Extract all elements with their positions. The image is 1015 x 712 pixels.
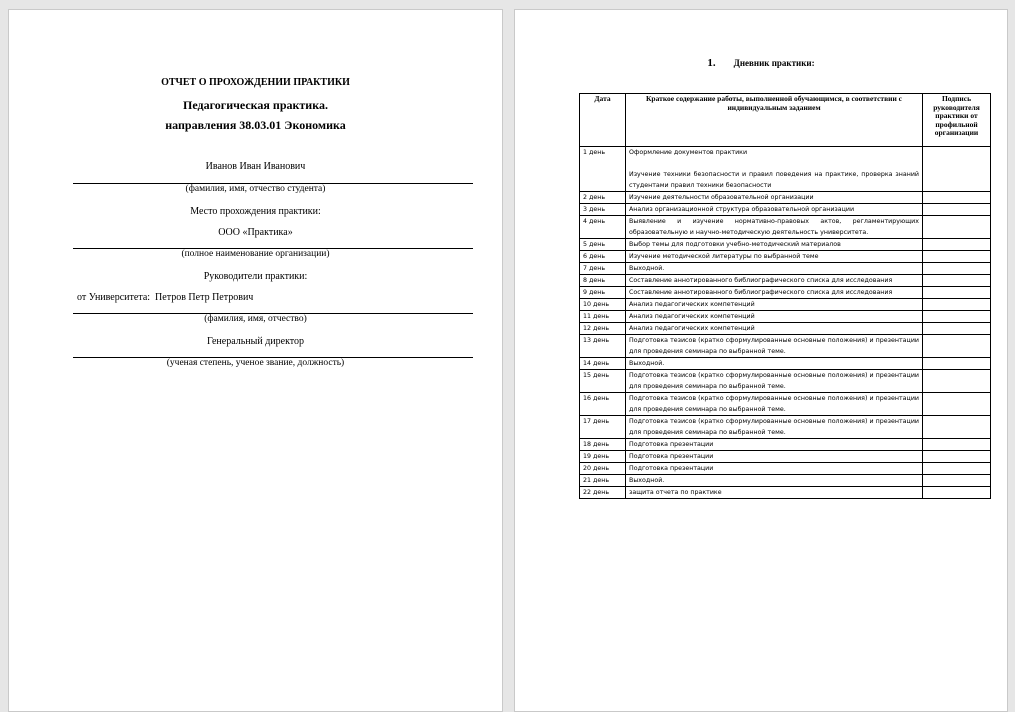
table-row bbox=[580, 475, 991, 487]
diary-section-title bbox=[515, 57, 1007, 69]
organization-name: ООО «Практика» bbox=[218, 227, 293, 238]
row-date: 1 день bbox=[580, 147, 626, 192]
organization-caption: (полное наименование организации) bbox=[181, 249, 330, 259]
row-date: 7 день bbox=[580, 263, 626, 275]
table-row bbox=[580, 370, 991, 393]
row-text: Подготовка тезисов (кратко сформулированные основные положения) и презентации для проведения семинара по выбранной теме. bbox=[629, 337, 919, 355]
row-signature bbox=[923, 299, 991, 311]
table-row bbox=[580, 251, 991, 263]
row-description bbox=[626, 439, 923, 451]
table-row bbox=[580, 323, 991, 335]
table-row bbox=[580, 204, 991, 216]
table-row bbox=[580, 451, 991, 463]
row-description bbox=[626, 487, 923, 499]
table-row bbox=[580, 439, 991, 451]
table-row bbox=[580, 263, 991, 275]
document-page-1 bbox=[8, 9, 503, 712]
row-text: Анализ педагогических компетенций bbox=[629, 313, 755, 320]
row-text: Выявление и изучение нормативно-правовых актов, регламентирующих образовательную и научно-методическую деятельность университета. bbox=[629, 218, 919, 236]
row-signature bbox=[923, 192, 991, 204]
row-date: 22 день bbox=[580, 487, 626, 499]
row-text: Подготовка тезисов (кратко сформулированные основные положения) и презентации для проведения семинара по выбранной теме. bbox=[629, 395, 919, 413]
row-date: 20 день bbox=[580, 463, 626, 475]
row-date: 14 день bbox=[580, 358, 626, 370]
report-heading: ОТЧЕТ О ПРОХОЖДЕНИИ ПРАКТИКИ bbox=[161, 77, 350, 88]
row-description bbox=[626, 287, 923, 299]
place-label: Место прохождения практики: bbox=[190, 206, 321, 217]
table-row bbox=[580, 393, 991, 416]
table-body bbox=[580, 147, 991, 499]
table-row bbox=[580, 299, 991, 311]
row-text: Подготовка тезисов (кратко сформулированные основные положения) и презентации для проведения семинара по выбранной теме. bbox=[629, 372, 919, 390]
row-signature bbox=[923, 463, 991, 475]
table-row bbox=[580, 192, 991, 204]
table-header-row bbox=[580, 94, 991, 147]
header-description: Краткое содержание работы, выполненной обучающимся, в соответствии с индивидуальным заданием bbox=[626, 94, 923, 147]
table-row bbox=[580, 287, 991, 299]
row-description bbox=[626, 416, 923, 439]
row-date: 9 день bbox=[580, 287, 626, 299]
row-signature bbox=[923, 287, 991, 299]
table-row bbox=[580, 416, 991, 439]
table-row bbox=[580, 335, 991, 358]
row-signature bbox=[923, 204, 991, 216]
row-date: 17 день bbox=[580, 416, 626, 439]
supervisors-label: Руководители практики: bbox=[203, 271, 308, 282]
row-text: Подготовка презентации bbox=[629, 453, 714, 460]
section-title: Дневник практики: bbox=[733, 58, 815, 68]
table-row bbox=[580, 216, 991, 239]
row-description bbox=[626, 463, 923, 475]
row-date: 2 день bbox=[580, 192, 626, 204]
practice-diary-table bbox=[579, 93, 991, 499]
row-signature bbox=[923, 370, 991, 393]
row-signature bbox=[923, 251, 991, 263]
row-signature bbox=[923, 451, 991, 463]
row-description bbox=[626, 393, 923, 416]
row-description bbox=[626, 370, 923, 393]
row-description bbox=[626, 216, 923, 239]
row-signature bbox=[923, 335, 991, 358]
row-signature bbox=[923, 311, 991, 323]
row-description bbox=[626, 192, 923, 204]
row-date: 19 день bbox=[580, 451, 626, 463]
row-signature bbox=[923, 275, 991, 287]
row-text: Выбор темы для подготовки учебно-методический материалов bbox=[629, 241, 841, 248]
row-text: Анализ организационной структура образовательной организации bbox=[629, 206, 855, 213]
row-description bbox=[626, 311, 923, 323]
table-row bbox=[580, 147, 991, 192]
row-date: 11 день bbox=[580, 311, 626, 323]
row-signature bbox=[923, 393, 991, 416]
row-text: Подготовка презентации bbox=[629, 465, 714, 472]
table-row bbox=[580, 463, 991, 475]
row-text: Изучение деятельности образовательной организации bbox=[629, 194, 814, 201]
row-signature bbox=[923, 487, 991, 499]
practice-direction: направления 38.03.01 Экономика bbox=[165, 118, 346, 132]
row-text: Подготовка презентации bbox=[629, 441, 714, 448]
supervisor-caption: (фамилия, имя, отчество) bbox=[204, 314, 307, 324]
row-date: 13 день bbox=[580, 335, 626, 358]
row-text: Подготовка тезисов (кратко сформулированные основные положения) и презентации для проведения семинара по выбранной теме. bbox=[629, 418, 919, 436]
table-row bbox=[580, 358, 991, 370]
row-text: Изучение методической литературы по выбранной теме bbox=[629, 253, 819, 260]
director-caption: (ученая степень, ученое звание, должность) bbox=[166, 358, 345, 368]
row-signature bbox=[923, 323, 991, 335]
row-text: Составление аннотированного библиографического списка для исследования bbox=[629, 277, 893, 284]
row-date: 15 день bbox=[580, 370, 626, 393]
student-name: Иванов Иван Иванович bbox=[205, 161, 306, 172]
row-date: 21 день bbox=[580, 475, 626, 487]
row-signature bbox=[923, 263, 991, 275]
row-date: 10 день bbox=[580, 299, 626, 311]
row-description bbox=[626, 275, 923, 287]
header-signature: Подпись руководителя практики от профильной организации bbox=[923, 94, 991, 147]
row-signature bbox=[923, 239, 991, 251]
row-date: 16 день bbox=[580, 393, 626, 416]
row-description bbox=[626, 239, 923, 251]
row-description bbox=[626, 263, 923, 275]
row-date: 5 день bbox=[580, 239, 626, 251]
row-text: Анализ педагогических компетенций bbox=[629, 301, 755, 308]
row-text-secondary: Изучение техники безопасности и правил поведения на практике, проверка знаний студентами правил техники безопасности bbox=[629, 171, 919, 189]
row-description bbox=[626, 323, 923, 335]
row-date: 4 день bbox=[580, 216, 626, 239]
table-row bbox=[580, 275, 991, 287]
row-signature bbox=[923, 147, 991, 192]
row-description bbox=[626, 299, 923, 311]
section-number: 1. bbox=[707, 57, 716, 69]
row-text: Выходной. bbox=[629, 477, 665, 484]
row-description bbox=[626, 204, 923, 216]
row-text: Выходной. bbox=[629, 360, 665, 367]
student-caption: (фамилия, имя, отчество студента) bbox=[185, 184, 326, 194]
row-date: 12 день bbox=[580, 323, 626, 335]
row-text: Выходной. bbox=[629, 265, 665, 272]
practice-type: Педагогическая практика. bbox=[183, 98, 328, 112]
paragraph-gap bbox=[629, 158, 919, 169]
row-text: Оформление документов практики bbox=[629, 149, 748, 156]
table-row bbox=[580, 311, 991, 323]
row-signature bbox=[923, 475, 991, 487]
row-date: 8 день bbox=[580, 275, 626, 287]
row-text: Составление аннотированного библиографического списка для исследования bbox=[629, 289, 893, 296]
row-description bbox=[626, 147, 923, 192]
table-row bbox=[580, 239, 991, 251]
row-description bbox=[626, 475, 923, 487]
row-description bbox=[626, 335, 923, 358]
row-text: Анализ педагогических компетенций bbox=[629, 325, 755, 332]
director-title: Генеральный директор bbox=[206, 336, 305, 347]
row-date: 6 день bbox=[580, 251, 626, 263]
row-date: 18 день bbox=[580, 439, 626, 451]
row-date: 3 день bbox=[580, 204, 626, 216]
row-signature bbox=[923, 358, 991, 370]
row-signature bbox=[923, 416, 991, 439]
table-row bbox=[580, 487, 991, 499]
row-description bbox=[626, 451, 923, 463]
row-description bbox=[626, 251, 923, 263]
document-page-2 bbox=[514, 9, 1008, 712]
row-signature bbox=[923, 216, 991, 239]
row-signature bbox=[923, 439, 991, 451]
row-description bbox=[626, 358, 923, 370]
row-text: защита отчета по практике bbox=[629, 489, 722, 496]
university-supervisor: от Университета: Петров Петр Петрович bbox=[77, 292, 254, 303]
header-date: Дата bbox=[580, 94, 626, 147]
